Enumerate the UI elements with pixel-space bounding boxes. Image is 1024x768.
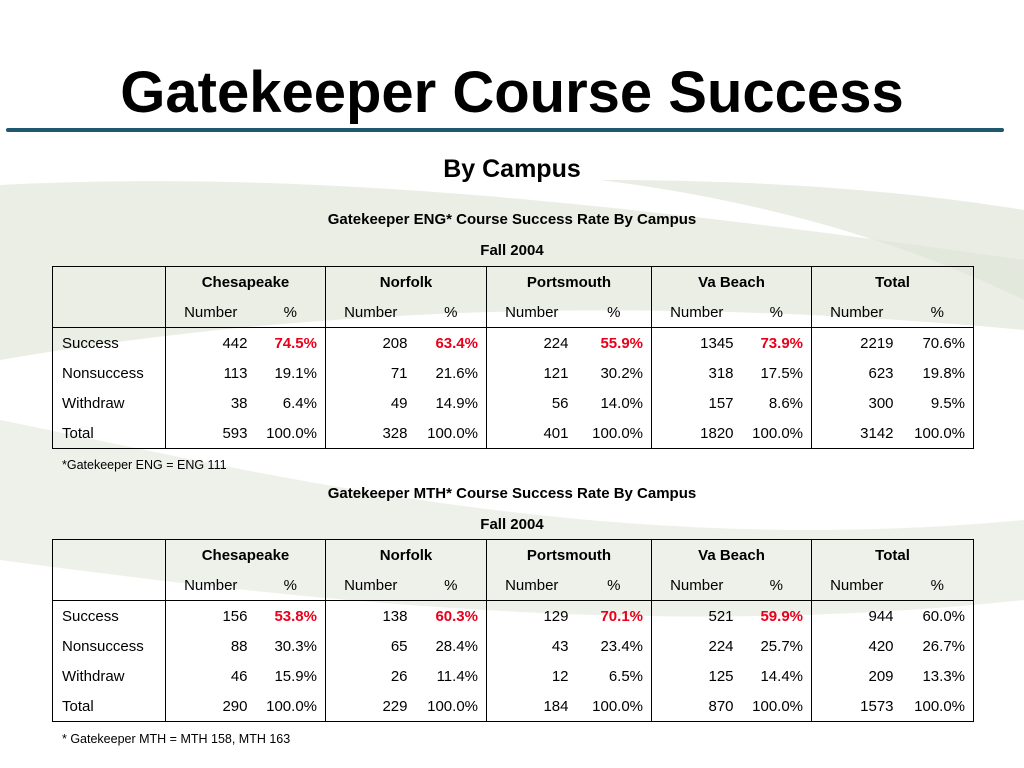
percent-cell: 70.6% [902, 328, 974, 359]
campus-header: Va Beach [652, 267, 812, 298]
campus-header: Chesapeake [166, 540, 326, 571]
percent-cell: 19.8% [922, 364, 966, 382]
number-header: Number [487, 297, 577, 328]
table-row-nonsuccess [53, 631, 974, 661]
number-cell: 224 [652, 631, 742, 661]
percent-cell: 14.4% [760, 667, 804, 685]
number-cell: 121 [487, 358, 577, 388]
percent-cell: 26.7% [922, 637, 966, 655]
table-row-success [53, 328, 974, 359]
campus-header: Portsmouth [487, 267, 652, 298]
corner-cell [53, 267, 166, 298]
number-cell: 2219 [812, 328, 902, 359]
mth-success-table [52, 539, 974, 722]
row-label: Total [62, 697, 94, 715]
table-row-nonsuccess [53, 358, 974, 388]
number-cell: 944 [812, 601, 902, 632]
percent-header: % [283, 576, 297, 594]
percent-cell-highlight: 70.1% [577, 601, 652, 632]
number-cell: 300 [812, 388, 902, 418]
percent-cell: 9.5% [930, 394, 966, 412]
number-header: Number [166, 570, 256, 601]
number-cell: 623 [812, 358, 902, 388]
number-cell: 290 [166, 691, 256, 722]
percent-cell-highlight: 73.9% [742, 328, 812, 359]
number-cell: 229 [326, 691, 416, 722]
percent-header: % [769, 576, 783, 594]
percent-cell-highlight: 60.3% [416, 601, 487, 632]
eng-table-caption: Gatekeeper ENG* Course Success Rate By Campus [327, 211, 697, 228]
percent-cell: 15.9% [274, 667, 317, 685]
row-label: Withdraw [62, 667, 125, 685]
number-cell: 138 [326, 601, 416, 632]
corner-cell [53, 570, 166, 601]
percent-header: % [930, 576, 944, 594]
number-cell: 129 [487, 601, 577, 632]
percent-cell: 14.9% [435, 394, 478, 412]
percent-cell: 30.2% [600, 364, 644, 382]
number-header: Number [326, 297, 416, 328]
number-cell: 224 [487, 328, 577, 359]
percent-cell: 17.5% [760, 364, 804, 382]
percent-header: % [607, 576, 621, 594]
eng-success-table [52, 266, 974, 449]
number-cell: 318 [652, 358, 742, 388]
percent-cell: 21.6% [435, 364, 478, 382]
number-cell: 43 [487, 631, 577, 661]
percent-header: % [283, 303, 297, 321]
number-cell: 442 [166, 328, 256, 359]
number-cell: 1820 [652, 418, 742, 449]
number-cell: 71 [326, 358, 416, 388]
percent-cell: 100.0% [752, 424, 804, 442]
percent-cell-highlight: 53.8% [256, 601, 326, 632]
percent-cell-highlight: 74.5% [256, 328, 326, 359]
percent-header: % [607, 303, 621, 321]
percent-cell: 8.6% [768, 394, 804, 412]
percent-cell-highlight: 63.4% [416, 328, 487, 359]
table-row-success [53, 601, 974, 632]
percent-cell: 100.0% [427, 424, 478, 442]
number-cell: 12 [487, 661, 577, 691]
number-cell: 156 [166, 601, 256, 632]
percent-cell: 100.0% [592, 424, 644, 442]
number-cell: 157 [652, 388, 742, 418]
campus-header: Norfolk [326, 540, 487, 571]
number-header: Number [652, 570, 742, 601]
table-row-total [53, 418, 974, 449]
campus-header: Total [812, 540, 974, 571]
number-cell: 1573 [812, 691, 902, 722]
number-header: Number [812, 297, 902, 328]
number-cell: 401 [487, 418, 577, 449]
number-header: Number [652, 297, 742, 328]
mth-footnote: * Gatekeeper MTH = MTH 158, MTH 163 [62, 732, 291, 746]
percent-header: % [444, 576, 458, 594]
percent-cell-highlight: 55.9% [577, 328, 652, 359]
subheader-row [53, 297, 974, 328]
number-cell: 521 [652, 601, 742, 632]
number-cell: 56 [487, 388, 577, 418]
number-cell: 593 [166, 418, 256, 449]
percent-cell: 30.3% [274, 637, 317, 655]
number-cell: 65 [326, 631, 416, 661]
number-header: Number [326, 570, 416, 601]
percent-cell: 19.1% [274, 364, 317, 382]
number-cell: 113 [166, 358, 256, 388]
percent-cell: 100.0% [914, 697, 966, 715]
table-row-withdraw [53, 388, 974, 418]
number-cell: 1345 [652, 328, 742, 359]
corner-cell [53, 297, 166, 328]
number-cell: 184 [487, 691, 577, 722]
campus-header: Total [812, 267, 974, 298]
percent-cell: 23.4% [600, 637, 644, 655]
number-cell: 870 [652, 691, 742, 722]
table-row-total [53, 691, 974, 722]
campus-header: Va Beach [652, 540, 812, 571]
percent-cell: 6.4% [282, 394, 317, 412]
number-cell: 125 [652, 661, 742, 691]
slide-title: Gatekeeper Course Success [120, 60, 904, 125]
row-label: Withdraw [62, 394, 125, 412]
row-label: Nonsuccess [62, 637, 144, 655]
number-cell: 46 [166, 661, 256, 691]
percent-cell: 14.0% [600, 394, 644, 412]
number-header: Number [166, 297, 256, 328]
number-cell: 49 [326, 388, 416, 418]
eng-footnote: *Gatekeeper ENG = ENG 111 [62, 458, 227, 472]
percent-cell: 100.0% [752, 697, 804, 715]
percent-cell: 25.7% [760, 637, 804, 655]
row-label: Success [53, 601, 166, 632]
eng-table-term: Fall 2004 [480, 242, 544, 259]
campus-header: Chesapeake [166, 267, 326, 298]
number-header: Number [812, 570, 902, 601]
number-cell: 26 [326, 661, 416, 691]
campus-header-row [53, 540, 974, 571]
subheader-row [53, 570, 974, 601]
row-label: Total [62, 424, 94, 442]
mth-table-caption: Gatekeeper MTH* Course Success Rate By Campus [327, 485, 697, 502]
row-label: Nonsuccess [62, 364, 144, 382]
campus-header: Norfolk [326, 267, 487, 298]
percent-header: % [930, 303, 944, 321]
percent-cell: 100.0% [592, 697, 644, 715]
campus-header: Portsmouth [487, 540, 652, 571]
percent-cell-highlight: 59.9% [742, 601, 812, 632]
percent-cell: 28.4% [435, 637, 478, 655]
corner-cell [53, 540, 166, 571]
mth-table-term: Fall 2004 [480, 516, 544, 533]
percent-cell: 60.0% [902, 601, 974, 632]
title-divider [6, 128, 1004, 132]
percent-cell: 6.5% [608, 667, 644, 685]
number-header: Number [487, 570, 577, 601]
table-row-withdraw [53, 661, 974, 691]
number-cell: 328 [326, 418, 416, 449]
percent-cell: 100.0% [266, 424, 317, 442]
number-cell: 38 [166, 388, 256, 418]
percent-cell: 100.0% [914, 424, 966, 442]
percent-cell: 13.3% [922, 667, 966, 685]
number-cell: 88 [166, 631, 256, 661]
number-cell: 208 [326, 328, 416, 359]
number-cell: 420 [812, 631, 902, 661]
campus-header-row [53, 267, 974, 298]
percent-cell: 11.4% [436, 667, 478, 685]
row-label: Success [53, 328, 166, 359]
percent-header: % [769, 303, 783, 321]
number-cell: 209 [812, 661, 902, 691]
slide-subtitle: By Campus [443, 155, 581, 183]
percent-cell: 100.0% [427, 697, 478, 715]
number-cell: 3142 [812, 418, 902, 449]
percent-cell: 100.0% [266, 697, 317, 715]
percent-header: % [444, 303, 458, 321]
